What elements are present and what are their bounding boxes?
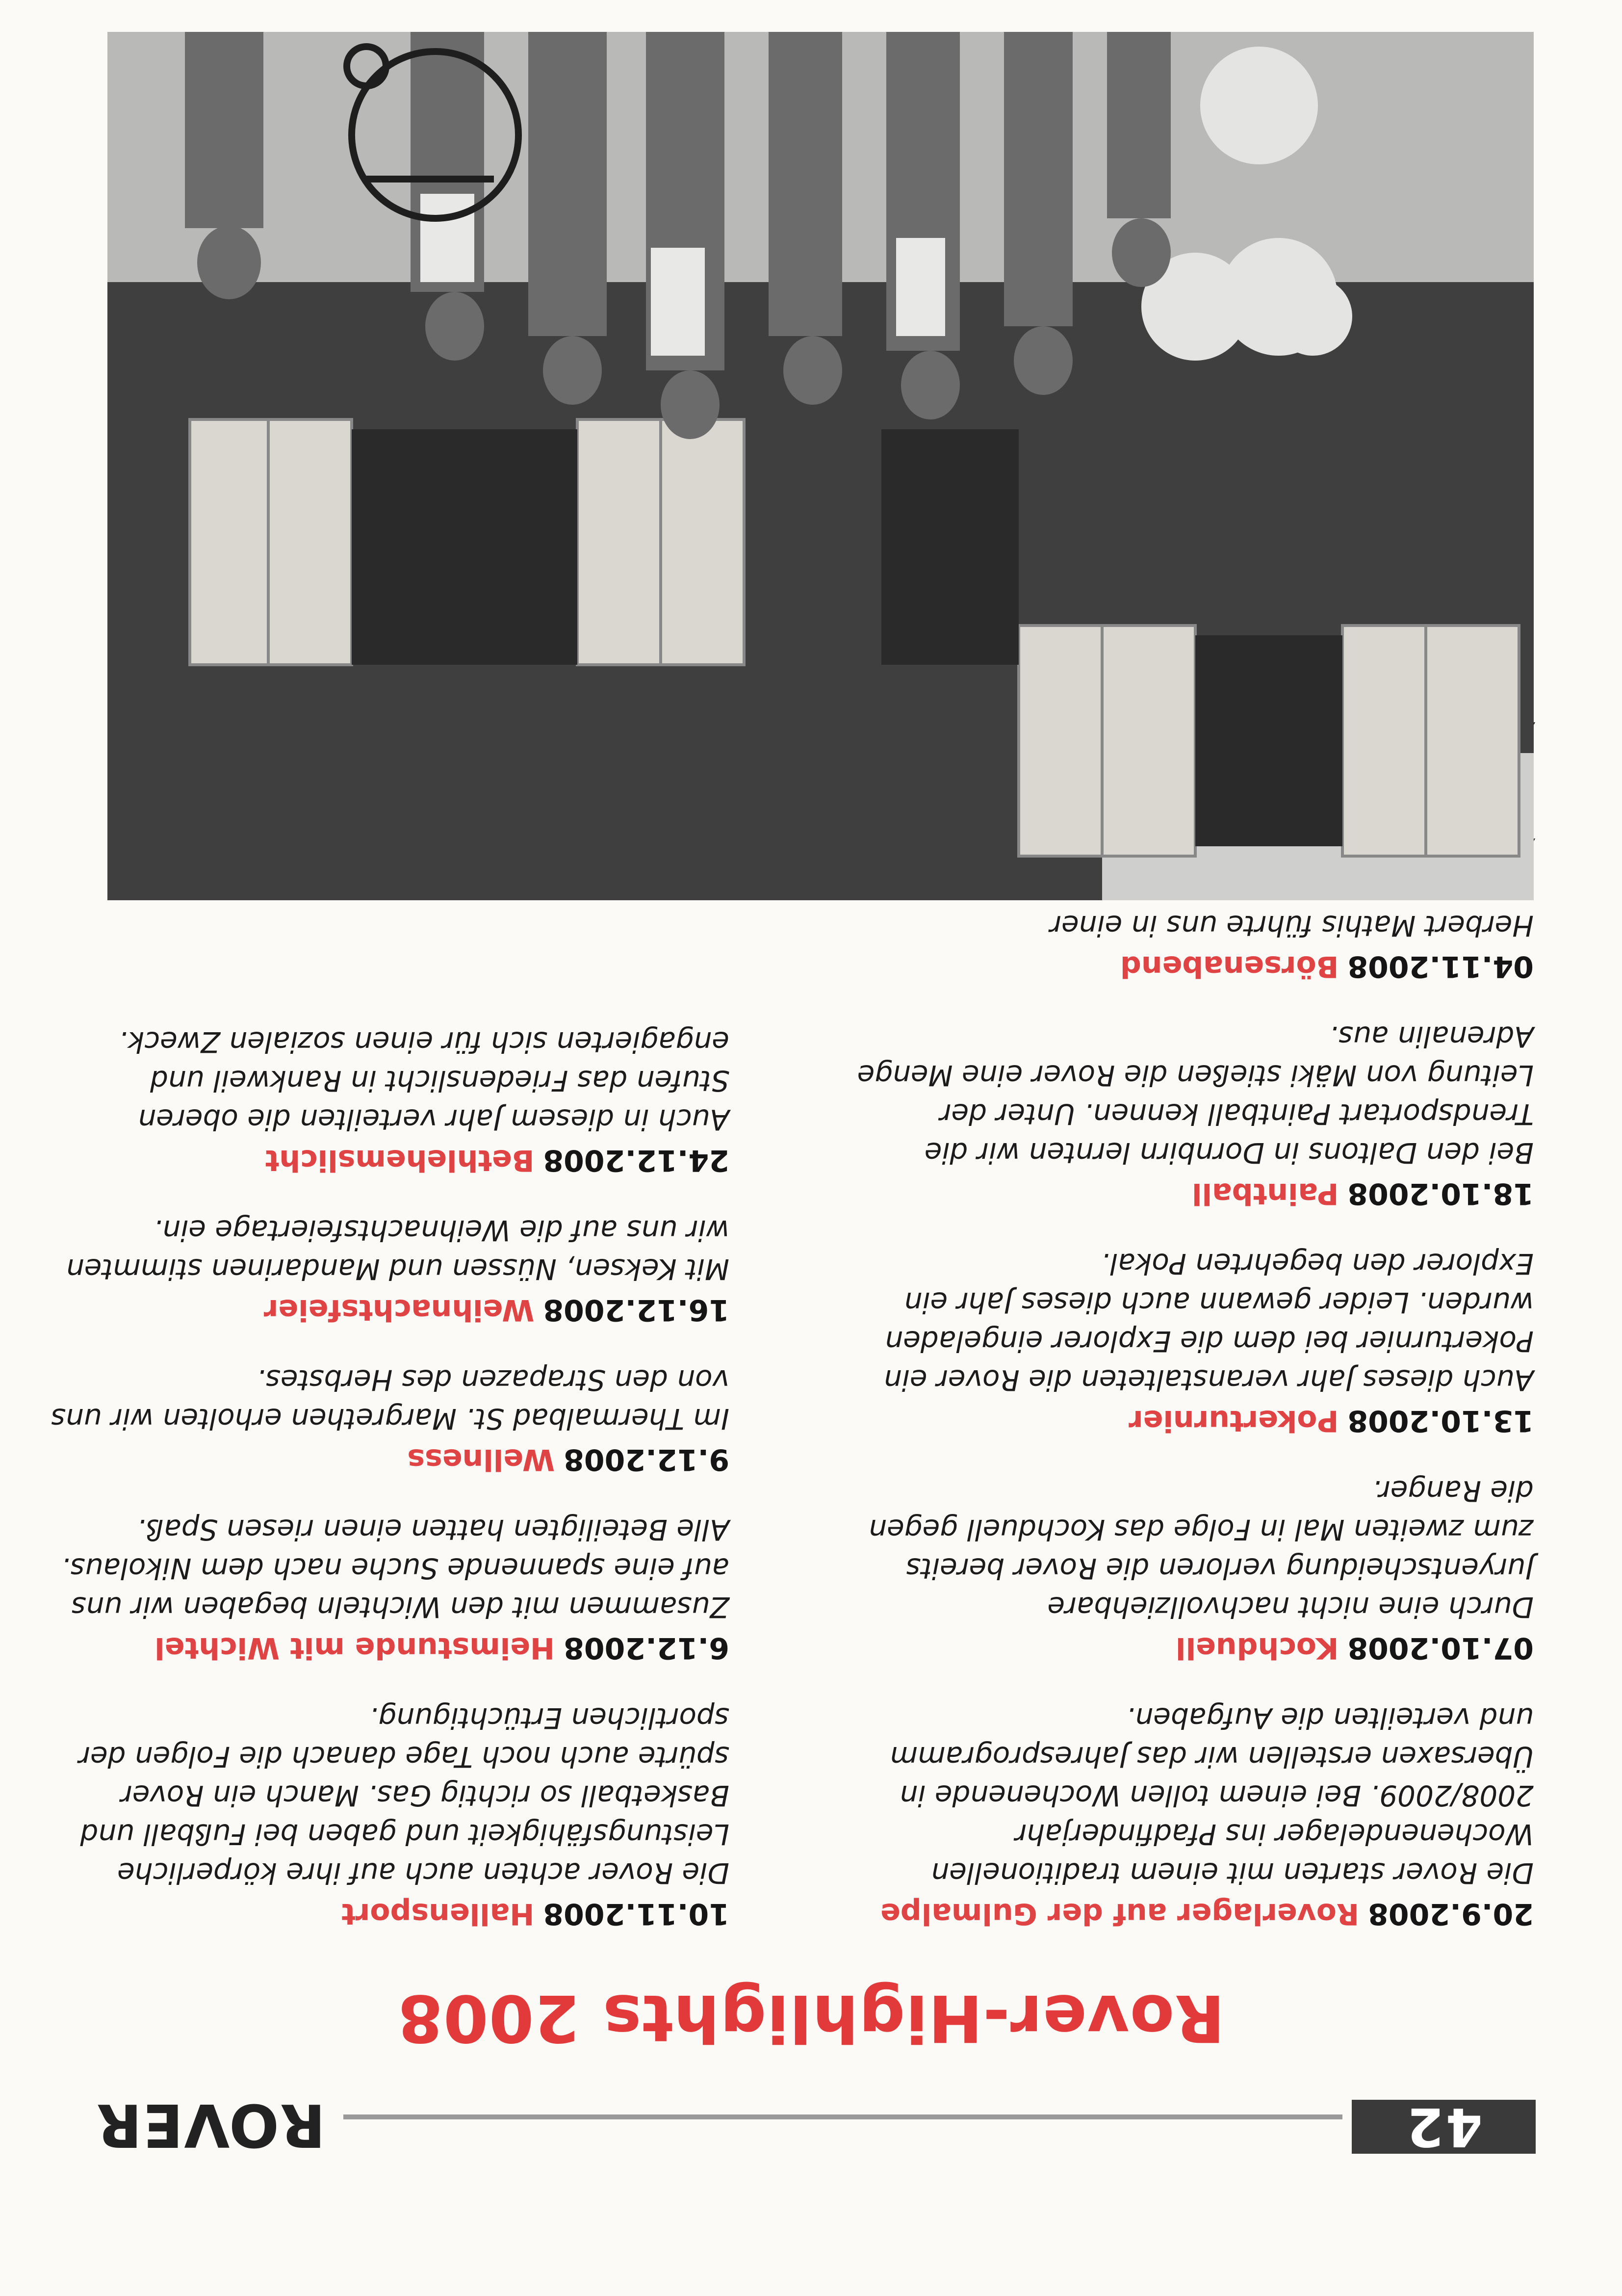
entry-name: Roverlager auf der Gulmalpe: [880, 1897, 1360, 1931]
entry-kochduell: [847, 1471, 1534, 1667]
entry-paintball: [847, 1017, 1534, 1213]
entry-date: 07.10.2008: [1347, 1631, 1534, 1665]
group-photo: [107, 32, 1534, 900]
entry-name: Bethlehemslicht: [265, 1143, 535, 1177]
entry-name: Weihnachtsfeier: [263, 1293, 535, 1327]
entry-roverlager: [847, 1698, 1534, 1933]
entry-name: Wellness: [407, 1442, 555, 1477]
entry-text: Die Rover achten auch auf ihre körperliche Leistungsfähigkeit und gaben bei Fußball und Basketball so richtig Gas. Manch ein Rover spürte auch noch Tage danach die Folgen der sportlichen Ertüchtigung.: [78, 1701, 729, 1890]
entry-name: Börsenabend: [1120, 949, 1339, 984]
entry-date: 13.10.2008: [1347, 1404, 1534, 1438]
entry-name: Heimstunde mit Wichtel: [154, 1631, 555, 1665]
entry-text: Die Rover starten mit einem traditionellen Wochenendelager ins Pfadfinderjahr 2008/2009. Bei einem tollen Wochenende in Übersaxen erstellen wir das Jahresprogramm und verteilten die Aufgaben.: [890, 1701, 1534, 1890]
right-column: [43, 991, 729, 1933]
entry-date: 6.12.2008: [564, 1631, 729, 1665]
entry-date: 9.12.2008: [564, 1442, 729, 1477]
entry-text: Auch in diesem Jahr verteilten die oberen Stufen das Friedenslicht in Rankweil und engagierten sich für einen sozialen Zweck.: [119, 1025, 729, 1136]
entry-date: 24.12.2008: [543, 1143, 729, 1177]
entry-text: Herbert Mathis führte uns in einer: [1050, 909, 1534, 942]
entry-text: Bei den Daltons in Dornbirn lernten wir die Trendsportart Paintball kennen. Unter der Leitung von Mäki stießen die Rover eine Menge Adrenalin aus.: [857, 1020, 1534, 1170]
entry-name: Pokerturnier: [1129, 1404, 1339, 1438]
entry-date: 10.11.2008: [543, 1897, 729, 1931]
section-label: ROVER: [96, 2090, 326, 2159]
entry-text: Zusammen mit den Wichteln begaben wir uns auf eine spannende Suche nach dem Nikolaus. Alle Beteiligten hatten einen riesen Spaß.: [61, 1513, 729, 1624]
entry-text: Auch dieses Jahr veranstalteten die Rover ein Pokerturnier bei dem die Explorer eingeladen wurden. Leider gewann auch dieses Jahr ein Explorer den begehrten Pokal.: [884, 1247, 1534, 1397]
entry-text: Im Thermalbad St. Margrethen erholten wir uns von den Strapazen des Herbstes.: [51, 1363, 729, 1435]
entry-bethlehemslicht: [43, 1022, 729, 1179]
entry-name: Paintball: [1192, 1176, 1339, 1211]
entry-text: Mit Keksen, Nüssen und Mandarinen stimmten wir uns auf die Weihnachtsfeiertage ein.: [66, 1214, 729, 1286]
entry-wellness: [43, 1360, 729, 1479]
entry-hallensport: [43, 1698, 729, 1933]
page-number-badge: [1352, 2096, 1536, 2158]
entry-name: Hallensport: [341, 1897, 535, 1931]
entry-pokerturnier: [847, 1244, 1534, 1440]
header-divider: [343, 2114, 1342, 2119]
page-number: 42: [1405, 2096, 1483, 2158]
entry-text: Durch eine nicht nachvollziehbare Juryentscheidung verloren die Rover bereits zum zweiten Mal in Folge das Kochduell gegen die Ranger.: [869, 1474, 1534, 1624]
entry-date: 04.11.2008: [1347, 949, 1534, 984]
entry-weihnachtsfeier: [43, 1211, 729, 1329]
article-title: Rover-Highlights 2008: [397, 1980, 1225, 2056]
entry-name: Kochduell: [1175, 1631, 1339, 1665]
entry-date: 18.10.2008: [1347, 1176, 1534, 1211]
entry-date: 20.9.2008: [1368, 1897, 1534, 1931]
entry-heimstunde: [43, 1510, 729, 1667]
entry-date: 16.12.2008: [543, 1293, 729, 1327]
